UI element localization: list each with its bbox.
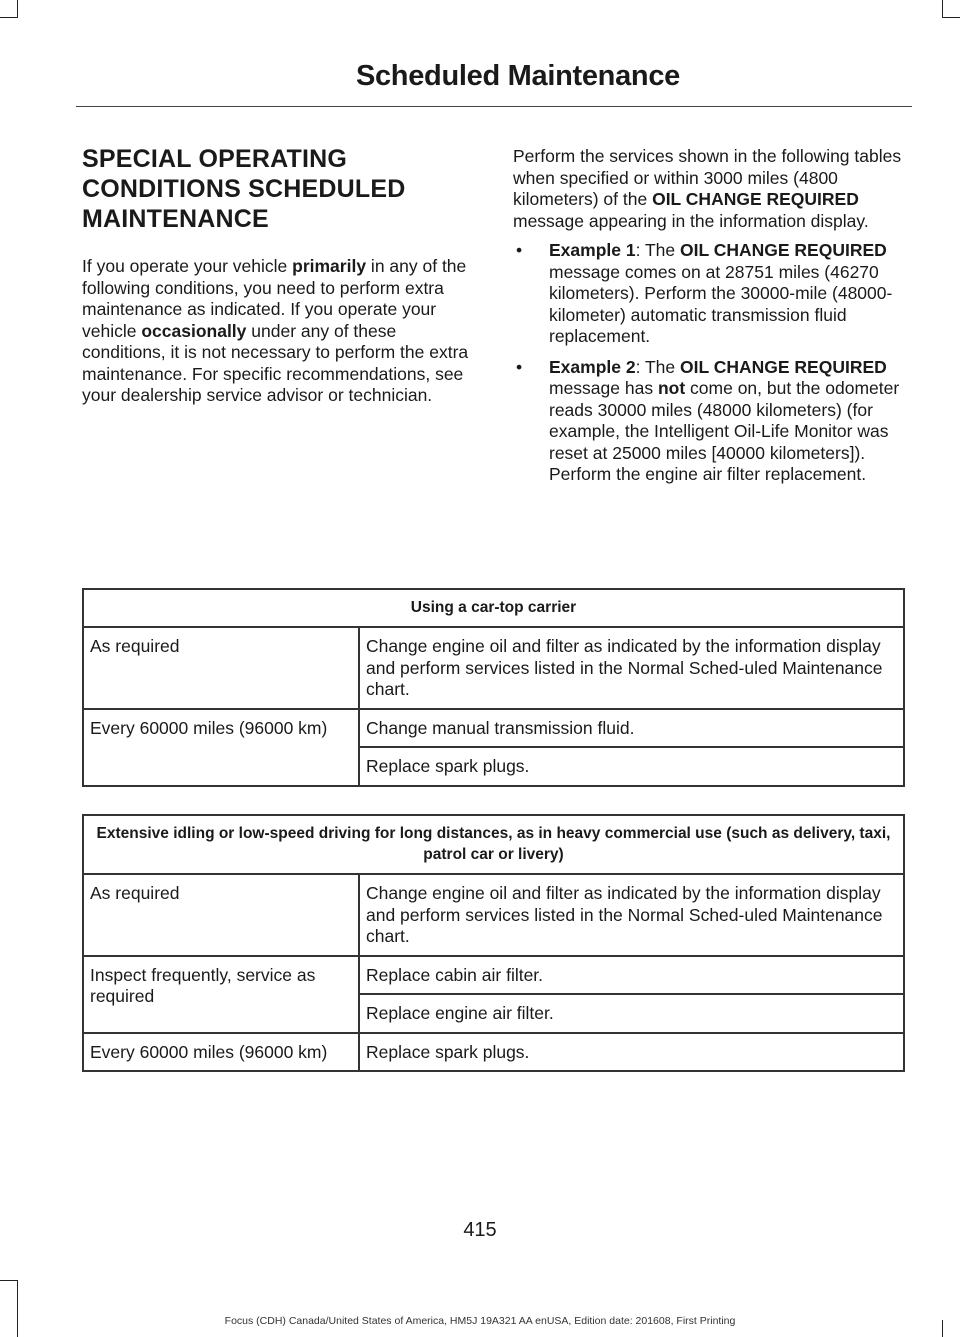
- text: message comes on at 28751 miles (46270 kilometers). Perform the 30000-mile (48000-kilometer) automatic transmission fluid replacement.: [549, 261, 893, 346]
- emphasis-occasionally: occasionally: [141, 320, 247, 341]
- text: Perform the services shown in the following tables when specified or within 3000 miles (4800 kilometers) of the: [513, 146, 902, 209]
- oil-change-message: OIL CHANGE REQUIRED: [680, 356, 887, 377]
- service-cell: Replace spark plugs.: [359, 1033, 904, 1072]
- text: under any of these conditions, it is not necessary to perform the extra maintenance. For specific recommendations, see your dealership service advisor or technician.: [82, 320, 469, 405]
- left-column: [82, 144, 478, 407]
- header-divider: [76, 106, 912, 107]
- table-title: Using a car-top carrier: [83, 589, 904, 627]
- text: : The: [635, 356, 681, 377]
- section-heading: SPECIAL OPERATING CONDITIONS SCHEDULED MAINTENANCE: [82, 145, 406, 233]
- service-cell: Replace spark plugs.: [359, 747, 904, 786]
- text: message appearing in the information display.: [513, 210, 869, 231]
- bullet: •: [516, 356, 523, 377]
- text: : The: [635, 240, 681, 260]
- bullet: •: [516, 240, 523, 260]
- idling-table: [82, 814, 905, 1072]
- example-label: Example 2: [549, 356, 636, 377]
- services-paragraph: [513, 146, 908, 232]
- page-header-title: Scheduled Maintenance: [355, 60, 680, 92]
- right-column: [513, 146, 908, 495]
- crop-mark: [0, 1280, 18, 1281]
- service-cell: Change engine oil and filter as indicated by the information display and perform services listed in the Normal Sched-uled Maintenance chart.: [359, 874, 904, 956]
- crop-mark: [17, 1280, 18, 1337]
- service-cell: Change engine oil and filter as indicated by the information display and perform services listed in the Normal Sched-uled Maintenance chart.: [359, 627, 904, 709]
- table-title: Extensive idling or low-speed driving for long distances, as in heavy commercial use (such as delivery, taxi, patrol car or livery): [83, 815, 904, 874]
- table-row: [83, 1033, 904, 1072]
- text: come on, but the odometer reads 30000 miles (48000 kilometers) (for example, the Intelligent Oil-Life Monitor was reset at 25000 miles [40000 kilometers]). Perform the engine air filter replacement.: [549, 378, 900, 484]
- crop-mark: [0, 17, 18, 18]
- list-item: [513, 357, 908, 486]
- interval-cell: As required: [83, 627, 359, 709]
- list-item: [513, 240, 908, 348]
- interval-cell: Every 60000 miles (96000 km): [83, 709, 359, 786]
- crop-mark: [17, 0, 18, 18]
- oil-change-message: OIL CHANGE REQUIRED: [652, 189, 859, 209]
- interval-cell: Inspect frequently, service as required: [83, 956, 359, 1033]
- table-row: [83, 956, 904, 995]
- emphasis-primarily: primarily: [292, 256, 367, 276]
- crop-mark: [942, 0, 943, 18]
- footer-text: Focus (CDH) Canada/United States of America, HM5J 19A321 AA enUSA, Edition date: 201608, First Printing: [224, 1315, 736, 1327]
- example-label: Example 1: [549, 240, 636, 260]
- text: message has: [549, 378, 658, 398]
- interval-cell: Every 60000 miles (96000 km): [83, 1033, 359, 1072]
- emphasis-not: not: [657, 378, 686, 398]
- car-top-carrier-table: [82, 588, 905, 787]
- table-row: [83, 874, 904, 956]
- service-cell: Replace engine air filter.: [359, 994, 904, 1033]
- service-cell: Replace cabin air filter.: [359, 956, 904, 995]
- text: If you operate your vehicle: [82, 256, 293, 276]
- crop-mark: [942, 17, 960, 18]
- table-row: [83, 709, 904, 748]
- table-row: [83, 627, 904, 709]
- page-number: 415: [463, 1219, 497, 1241]
- intro-paragraph: [82, 256, 478, 407]
- examples-list: [513, 240, 908, 486]
- text: in any of the following conditions, you need to perform extra maintenance as indicated. If you operate your vehicle: [82, 256, 467, 341]
- interval-cell: As required: [83, 874, 359, 956]
- service-cell: Change manual transmission fluid.: [359, 709, 904, 748]
- oil-change-message: OIL CHANGE REQUIRED: [680, 240, 887, 260]
